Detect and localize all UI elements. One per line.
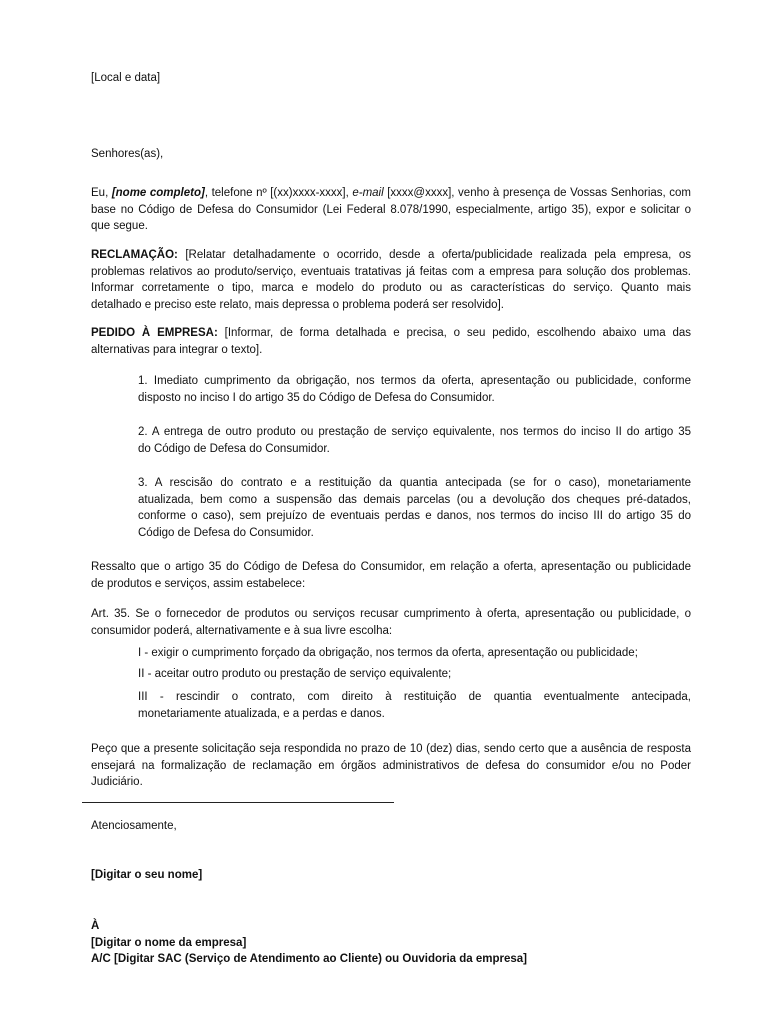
pedido-label: PEDIDO À EMPRESA: <box>91 327 218 339</box>
reclamacao-paragraph <box>91 247 691 313</box>
salutation: Senhores(as), <box>91 148 164 160</box>
option-3: 3. A rescisão do contrato e a restituição da quantia antecipada (se for o caso), monetariamente atualizada, bem como a suspensão das demais parcelas (ou a devolução dos cheques pré-datados, conforme o caso), sem prejuízo de eventuais perdas e danos, nos termos do inciso III do artigo 35 do Código de Defesa do Consumidor. <box>138 477 691 539</box>
reclamacao-line-2: problemas relativos ao produto/serviço, eventuais tratativas já feitas com a empresa para solução dos problemas. <box>91 265 691 278</box>
intro-line-2: base no Código de Defesa do Consumidor (Lei Federal 8.078/1990, especialmente, artigo 35), expor e solicitar o <box>91 203 691 216</box>
recipient-attention: A/C [Digitar SAC (Serviço de Atendimento ao Cliente) ou Ouvidoria da empresa] <box>91 953 528 965</box>
recipient-company: [Digitar o nome da empresa] <box>91 936 247 949</box>
recipient-block <box>91 918 691 968</box>
name-placeholder: [nome completo] <box>111 187 205 199</box>
ressalto-paragraph: Ressalto que o artigo 35 do Código de Defesa do Consumidor, em relação a oferta, apresentação ou publicidade de produtos e serviços, assim estabelece: <box>91 561 691 590</box>
option-2: 2. A entrega de outro produto ou prestação de serviço equivalente, nos termos do inciso II do artigo 35 do Código de Defesa do Consumidor. <box>138 426 691 455</box>
option-1: 1. Imediato cumprimento da obrigação, nos termos da oferta, apresentação ou publicidade, conforme disposto no inciso I do artigo 35 do Código de Defesa do Consumidor. <box>138 375 691 404</box>
intro-paragraph <box>91 185 691 235</box>
separator-line <box>82 802 394 803</box>
artigo-inciso-3: III - rescindir o contrato, com direito à restituição de quantia eventualmente antecipada, monetariamente atualizada, e a perdas e danos. <box>138 691 691 720</box>
signature-placeholder: [Digitar o seu nome] <box>91 869 203 881</box>
email-label: e-mail <box>352 187 384 199</box>
reclamacao-line-3: Informar corretamente o tipo, marca e modelo do produto ou as características do serviço. Quanto mais <box>91 282 691 294</box>
artigo-inciso-1: I - exigir o cumprimento forçado da obrigação, nos termos da oferta, apresentação ou publicidade; <box>138 647 638 659</box>
closing: Atenciosamente, <box>91 820 177 832</box>
prazo-paragraph: Peço que a presente solicitação seja respondida no prazo de 10 (dez) dias, sendo certo que a ausência de resposta ensejará na formalização de reclamação em órgãos administrativos de defesa do consumidor e/ou no Poder Judiciário. <box>91 743 691 788</box>
artigo-inciso-2: II - aceitar outro produto ou prestação de serviço equivalente; <box>138 668 452 680</box>
reclamacao-label: RECLAMAÇÃO: <box>91 249 178 261</box>
pedido-line-1: PEDIDO À EMPRESA: [Informar, de forma detalhada e precisa, o seu pedido, escolhendo abaixo uma das <box>91 327 691 339</box>
recipient-a: À <box>91 920 100 932</box>
pedido-paragraph <box>91 325 691 358</box>
reclamacao-line-4: detalhado e preciso este relato, mais depressa o problema poderá ser resolvido]. <box>91 298 504 311</box>
artigo-35-paragraph: Art. 35. Se o fornecedor de produtos ou serviços recusar cumprimento à oferta, apresentação ou publicidade, o consumidor poderá, alternativamente e à sua livre escolha: <box>91 608 691 637</box>
intro-line-1: Eu, [nome completo], telefone nº [(xx)xxxx-xxxx], e-mail [xxxx@xxxx], venho à presença de Vossas Senhorias, com <box>91 187 691 199</box>
place-and-date: [Local e data] <box>91 72 161 84</box>
pedido-line-2: alternativas para integrar o texto]. <box>91 343 263 356</box>
intro-line-3: que segue. <box>91 220 148 232</box>
reclamacao-line-1: RECLAMAÇÃO: [Relatar detalhadamente o ocorrido, desde a oferta/publicidade realizada pela empresa, os <box>91 249 691 261</box>
